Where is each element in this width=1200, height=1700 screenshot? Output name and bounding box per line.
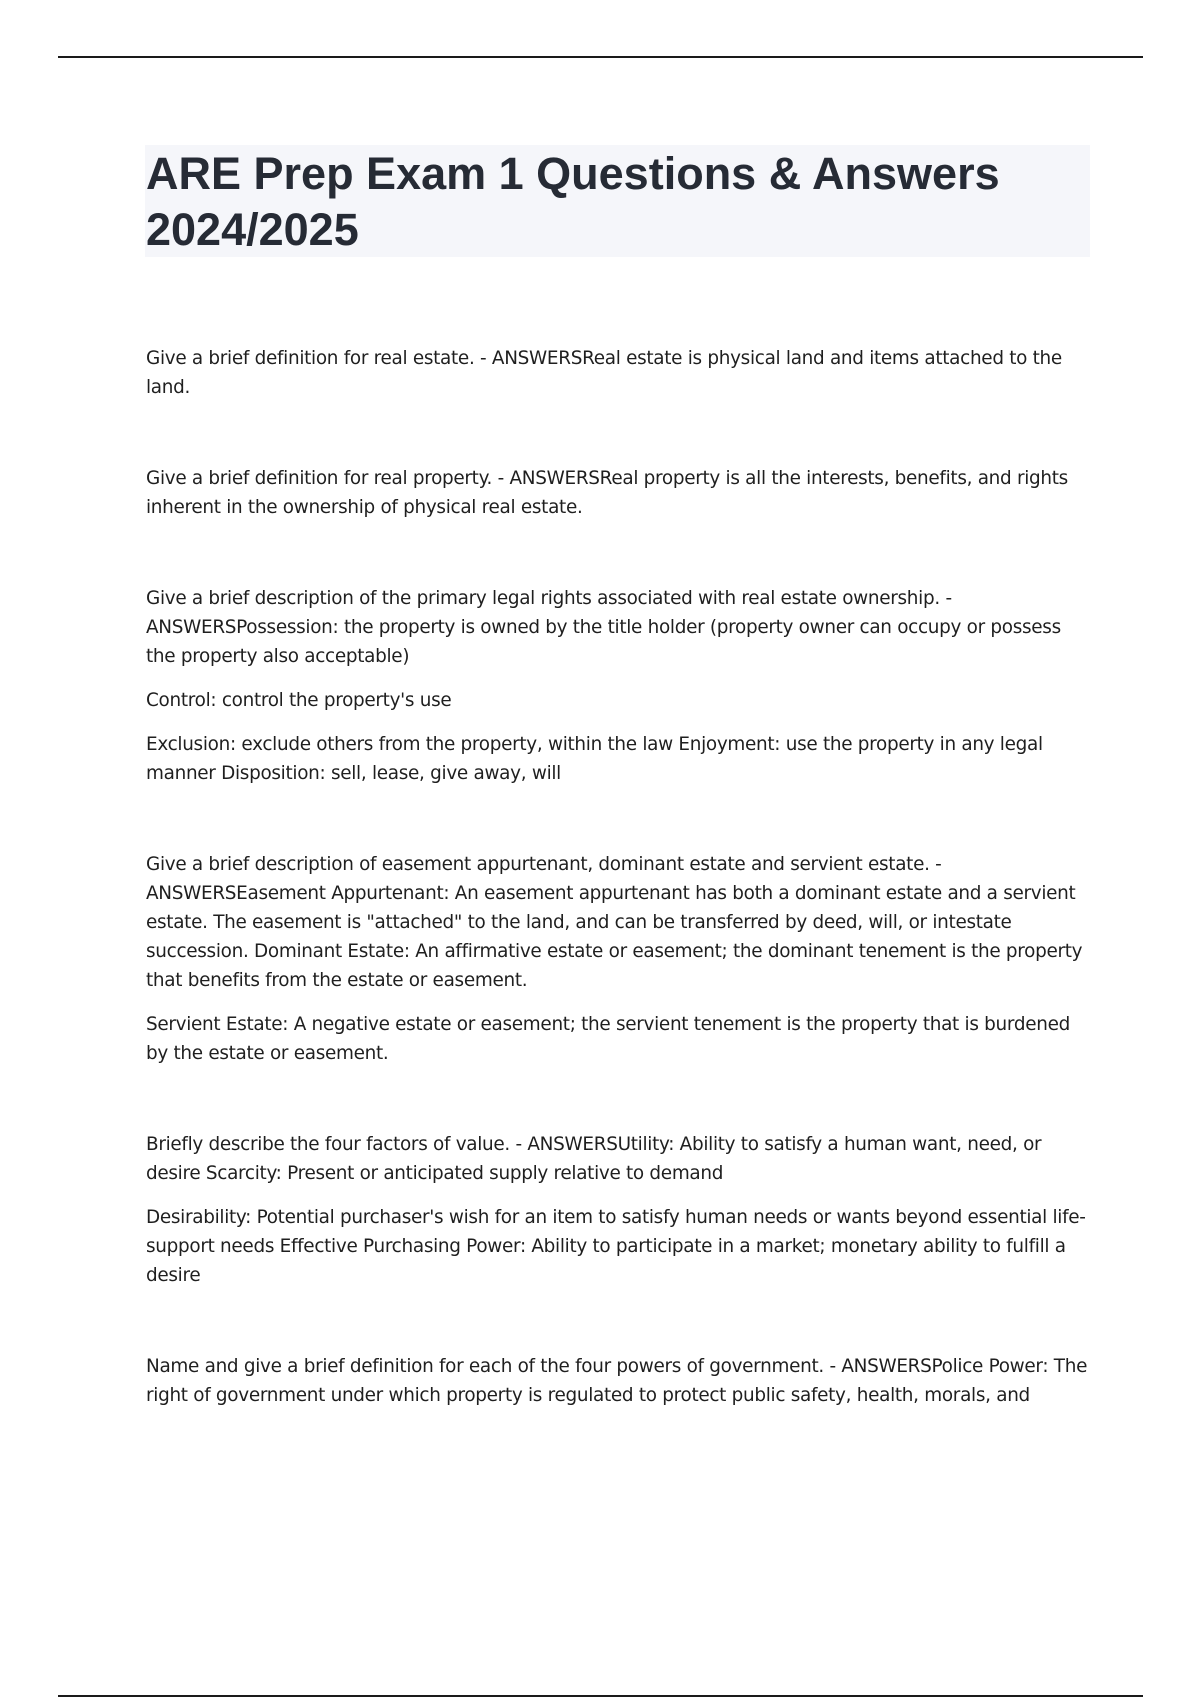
qa-item (146, 1130, 1094, 1290)
document-title: ARE Prep Exam 1 Questions & Answers 2024/2025 (146, 148, 1000, 255)
qa-item (146, 344, 1094, 402)
qa-paragraph: Give a brief definition for real estate. - ANSWERSReal estate is physical land and items attached to the land. (146, 348, 1062, 398)
qa-paragraph: Control: control the property's use (146, 690, 452, 711)
qa-paragraph: Servient Estate: A negative estate or easement; the servient tenement is the property that is burdened by the estate or easement. (146, 1014, 1070, 1064)
bottom-rule (58, 1695, 1143, 1697)
qa-paragraph: Desirability: Potential purchaser's wish for an item to satisfy human needs or wants beyond essential life-support needs Effective Purchasing Power: Ability to participate in a market; monetary ability to fulfill a desire (146, 1207, 1086, 1286)
qa-paragraph: Exclusion: exclude others from the property, within the law Enjoyment: use the property in any legal manner Disposition: sell, lease, give away, will (146, 734, 1043, 784)
qa-item (146, 1352, 1094, 1410)
qa-item (146, 850, 1094, 1068)
qa-paragraph: Name and give a brief definition for each of the four powers of government. - ANSWERSPolice Power: The right of government under which property is regulated to protect public safety, health, morals, and (146, 1356, 1088, 1406)
qa-item (146, 464, 1094, 522)
qa-paragraph: Give a brief definition for real property. - ANSWERSReal property is all the interests, benefits, and rights inherent in the ownership of physical real estate. (146, 468, 1068, 518)
top-rule (58, 56, 1143, 58)
qa-paragraph: Give a brief description of the primary legal rights associated with real estate ownership. - ANSWERSPossession: the property is owned by the title holder (property owner can occupy or possess the property also acceptable) (146, 588, 1061, 667)
qa-paragraph: Give a brief description of easement appurtenant, dominant estate and servient estate. - ANSWERSEasement Appurtenant: An easement appurtenant has both a dominant estate and a servient estate. The easement is "attached" to the land, and can be transferred by deed, will, or intestate succession. Dominant Estate: An affirmative estate or easement; the dominant tenement is the property that benefits from the estate or easement. (146, 854, 1083, 991)
qa-item (146, 584, 1094, 788)
qa-list (146, 344, 1094, 1472)
qa-paragraph: Briefly describe the four factors of value. - ANSWERSUtility: Ability to satisfy a human want, need, or desire Scarcity: Present or anticipated supply relative to demand (146, 1134, 1042, 1184)
